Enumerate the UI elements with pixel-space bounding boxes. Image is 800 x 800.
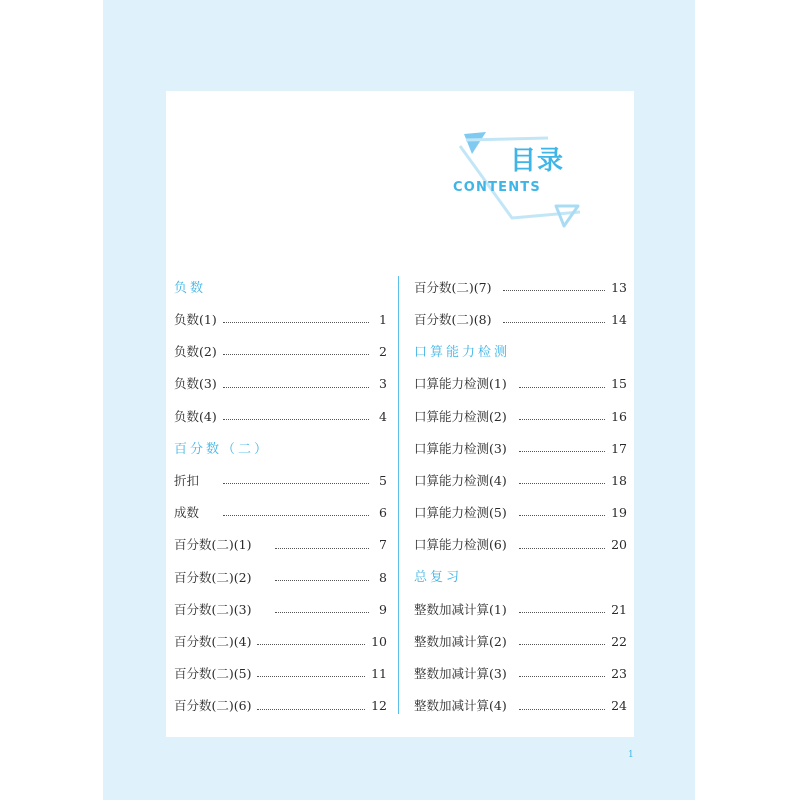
toc-entry[interactable] (414, 497, 627, 529)
toc-entry[interactable] (414, 626, 627, 658)
toc-entry-title: 百分数(二)(4) (174, 633, 252, 649)
toc-entry[interactable] (414, 530, 627, 562)
toc-entry-page: 12 (371, 698, 387, 714)
toc-entry[interactable] (174, 497, 387, 529)
toc-entry-page: 23 (611, 666, 627, 682)
toc-entry-page: 17 (611, 440, 627, 456)
toc-entry-title: 整数加减计算(3) (414, 666, 507, 682)
dot-leader (275, 579, 369, 581)
toc-entry-title: 负数(1) (174, 312, 217, 328)
dot-leader (503, 289, 605, 291)
toc-entry-page: 10 (371, 633, 387, 649)
toc-section-heading: 口算能力检测 (414, 344, 511, 360)
toc-entry[interactable] (174, 530, 387, 562)
toc-entry-page: 1 (379, 312, 387, 328)
toc-section-heading: 总复习 (414, 570, 463, 586)
dot-leader (519, 450, 605, 452)
dot-leader (223, 482, 369, 484)
toc-section-heading: 负数 (174, 280, 207, 296)
toc-entry-page: 2 (379, 344, 387, 360)
toc-entry-title: 负数(2) (174, 344, 217, 360)
toc-entry[interactable] (414, 433, 627, 465)
toc-entry-title: 整数加减计算(1) (414, 601, 507, 617)
dot-leader (519, 547, 605, 549)
dot-leader (275, 547, 369, 549)
toc-entry[interactable] (174, 562, 387, 594)
dot-leader (519, 386, 605, 388)
dot-leader (519, 675, 605, 677)
toc-entry-title: 百分数(二)(2) (174, 569, 252, 585)
dot-leader (519, 708, 605, 710)
toc-entry[interactable] (414, 304, 627, 336)
dot-leader (519, 482, 605, 484)
toc-entry-page: 8 (379, 569, 387, 585)
toc-entry-title: 口算能力检测(5) (414, 505, 507, 521)
triangle-decoration-icon (452, 122, 592, 232)
toc-entry-page: 20 (611, 537, 627, 553)
toc-entry[interactable] (174, 369, 387, 401)
toc-entry-title: 负数(4) (174, 408, 217, 424)
toc-entry[interactable] (414, 658, 627, 690)
toc-entry-title: 口算能力检测(6) (414, 537, 507, 553)
dot-leader (275, 611, 369, 613)
toc-entry-page: 22 (611, 633, 627, 649)
toc-entry[interactable] (414, 690, 627, 722)
toc-column-left (174, 272, 387, 723)
toc-entry[interactable] (174, 304, 387, 336)
toc-entry-title: 折扣 (174, 472, 200, 488)
toc-entry[interactable] (174, 594, 387, 626)
page-title: 目录 (510, 146, 565, 176)
dot-leader (257, 708, 365, 710)
toc-entry-page: 11 (371, 666, 387, 682)
toc-entry-page: 9 (379, 601, 387, 617)
toc-entry[interactable] (414, 369, 627, 401)
toc-entry-page: 7 (379, 537, 387, 553)
column-divider (398, 276, 399, 714)
toc-entry-page: 4 (379, 408, 387, 424)
toc-entry-title: 整数加减计算(4) (414, 698, 507, 714)
toc-entry-title: 百分数(二)(3) (174, 601, 252, 617)
toc-entry-title: 口算能力检测(3) (414, 440, 507, 456)
toc-entry-page: 14 (611, 312, 627, 328)
dot-leader (519, 514, 605, 516)
toc-column-right (414, 272, 627, 723)
toc-entry-page: 19 (611, 505, 627, 521)
toc-entry-title: 整数加减计算(2) (414, 633, 507, 649)
dot-leader (223, 386, 369, 388)
page-subtitle: CONTENTS (453, 180, 541, 195)
toc-entry-title: 百分数(二)(1) (174, 537, 252, 553)
toc-entry-title: 百分数(二)(7) (414, 279, 492, 295)
toc-entry-page: 5 (379, 472, 387, 488)
page-number: 1 (628, 750, 634, 760)
toc-entry-page: 21 (611, 601, 627, 617)
toc-entry-page: 13 (611, 279, 627, 295)
toc-entry[interactable] (414, 594, 627, 626)
dot-leader (223, 353, 369, 355)
dot-leader (223, 321, 369, 323)
toc-entry[interactable] (174, 465, 387, 497)
toc-entry-page: 6 (379, 505, 387, 521)
toc-entry-page: 15 (611, 376, 627, 392)
toc-entry-title: 百分数(二)(5) (174, 666, 252, 682)
dot-leader (257, 643, 365, 645)
dot-leader (519, 418, 605, 420)
toc-entry[interactable] (414, 272, 627, 304)
toc-entry-title: 百分数(二)(6) (174, 698, 252, 714)
toc-entry-title: 口算能力检测(1) (414, 376, 507, 392)
toc-entry[interactable] (414, 401, 627, 433)
dot-leader (519, 611, 605, 613)
dot-leader (257, 675, 365, 677)
toc-entry[interactable] (174, 336, 387, 368)
toc-entry[interactable] (174, 626, 387, 658)
dot-leader (223, 514, 369, 516)
toc-entry-title: 口算能力检测(2) (414, 408, 507, 424)
toc-entry-page: 24 (611, 698, 627, 714)
toc-entry-page: 16 (611, 408, 627, 424)
toc-entry[interactable] (174, 658, 387, 690)
dot-leader (503, 321, 605, 323)
toc-entry-title: 成数 (174, 505, 200, 521)
toc-entry-title: 口算能力检测(4) (414, 472, 507, 488)
dot-leader (223, 418, 369, 420)
toc-entry-page: 3 (379, 376, 387, 392)
toc-entry-title: 百分数(二)(8) (414, 312, 492, 328)
toc-entry[interactable] (174, 690, 387, 722)
toc-section-heading: 百分数（二） (174, 441, 271, 457)
toc-entry[interactable] (174, 401, 387, 433)
dot-leader (519, 643, 605, 645)
toc-entry-page: 18 (611, 472, 627, 488)
toc-entry-title: 负数(3) (174, 376, 217, 392)
toc-entry[interactable] (414, 465, 627, 497)
